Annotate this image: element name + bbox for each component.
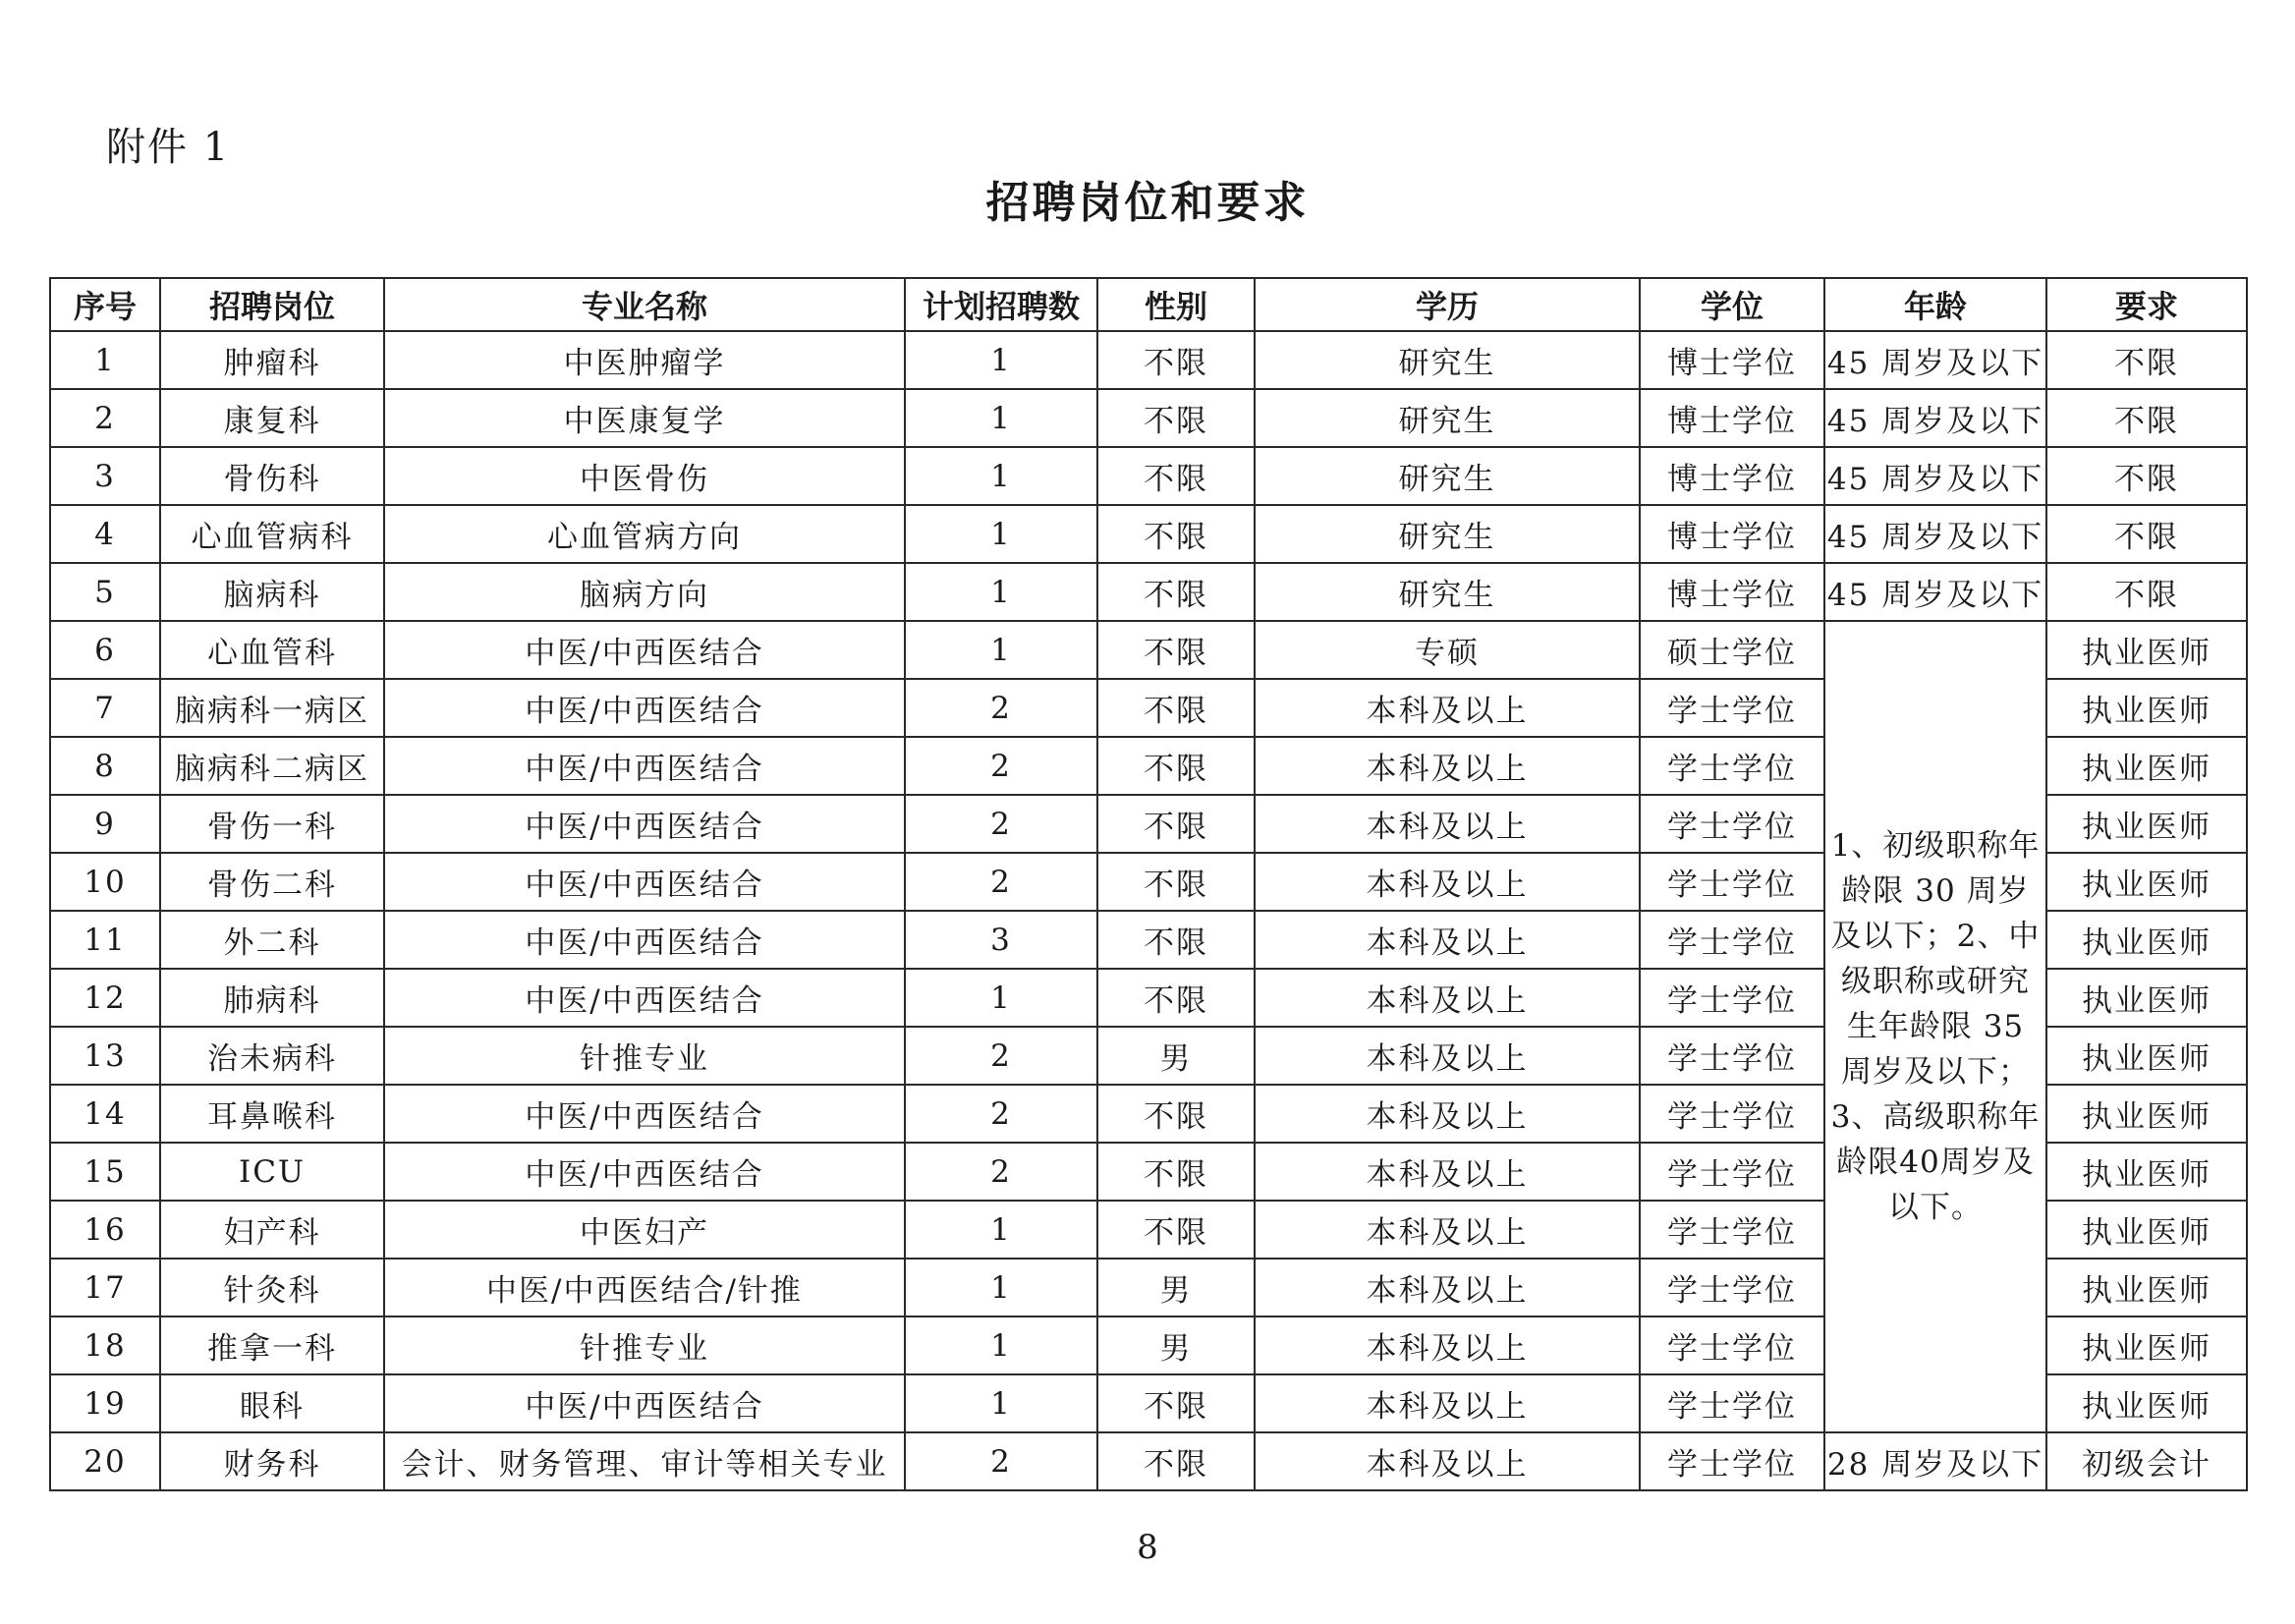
cell-no: 6 bbox=[50, 621, 160, 679]
cell-age-merged: 1、初级职称年龄限 30 周岁及以下；2、中级职称或研究生年龄限 35 周岁及以下；3、高级职称年龄限40周岁及以下。 bbox=[1824, 621, 2046, 1432]
table-row bbox=[50, 331, 2247, 389]
cell-gender: 不限 bbox=[1097, 1143, 1255, 1201]
cell-major: 中医康复学 bbox=[384, 389, 905, 447]
cell-count: 2 bbox=[905, 1027, 1097, 1085]
cell-education: 本科及以上 bbox=[1255, 1085, 1640, 1143]
cell-gender: 不限 bbox=[1097, 911, 1255, 969]
cell-post: ICU bbox=[160, 1143, 384, 1201]
cell-post: 骨伤二科 bbox=[160, 853, 384, 911]
cell-count: 1 bbox=[905, 389, 1097, 447]
cell-count: 1 bbox=[905, 505, 1097, 563]
cell-education: 本科及以上 bbox=[1255, 737, 1640, 795]
cell-no: 7 bbox=[50, 679, 160, 737]
header-education: 学历 bbox=[1255, 278, 1640, 331]
cell-degree: 博士学位 bbox=[1640, 331, 1824, 389]
cell-major: 针推专业 bbox=[384, 1027, 905, 1085]
cell-post: 骨伤一科 bbox=[160, 795, 384, 853]
cell-post: 眼科 bbox=[160, 1374, 384, 1432]
cell-req: 执业医师 bbox=[2046, 1143, 2247, 1201]
cell-major: 中医/中西医结合 bbox=[384, 911, 905, 969]
cell-req: 不限 bbox=[2046, 331, 2247, 389]
cell-post: 治未病科 bbox=[160, 1027, 384, 1085]
cell-education: 本科及以上 bbox=[1255, 1316, 1640, 1374]
cell-age: 28 周岁及以下 bbox=[1824, 1432, 2046, 1490]
cell-no: 10 bbox=[50, 853, 160, 911]
cell-education: 本科及以上 bbox=[1255, 1432, 1640, 1490]
cell-count: 1 bbox=[905, 1201, 1097, 1259]
cell-education: 研究生 bbox=[1255, 331, 1640, 389]
cell-major: 心血管病方向 bbox=[384, 505, 905, 563]
cell-major: 脑病方向 bbox=[384, 563, 905, 621]
cell-education: 本科及以上 bbox=[1255, 1027, 1640, 1085]
cell-no: 8 bbox=[50, 737, 160, 795]
cell-education: 本科及以上 bbox=[1255, 1201, 1640, 1259]
cell-no: 20 bbox=[50, 1432, 160, 1490]
cell-post: 康复科 bbox=[160, 389, 384, 447]
cell-gender: 不限 bbox=[1097, 505, 1255, 563]
cell-no: 1 bbox=[50, 331, 160, 389]
cell-major: 中医肿瘤学 bbox=[384, 331, 905, 389]
cell-degree: 博士学位 bbox=[1640, 447, 1824, 505]
table-row bbox=[50, 447, 2247, 505]
cell-post: 肺病科 bbox=[160, 969, 384, 1027]
cell-gender: 不限 bbox=[1097, 1201, 1255, 1259]
cell-gender: 不限 bbox=[1097, 795, 1255, 853]
table-row bbox=[50, 505, 2247, 563]
cell-education: 本科及以上 bbox=[1255, 969, 1640, 1027]
cell-gender: 不限 bbox=[1097, 969, 1255, 1027]
cell-major: 中医/中西医结合 bbox=[384, 1085, 905, 1143]
cell-req: 执业医师 bbox=[2046, 969, 2247, 1027]
cell-post: 心血管科 bbox=[160, 621, 384, 679]
cell-no: 17 bbox=[50, 1259, 160, 1316]
cell-education: 研究生 bbox=[1255, 389, 1640, 447]
cell-req: 不限 bbox=[2046, 389, 2247, 447]
cell-post: 外二科 bbox=[160, 911, 384, 969]
header-gender: 性别 bbox=[1097, 278, 1255, 331]
page-title: 招聘岗位和要求 bbox=[985, 178, 1310, 228]
cell-degree: 学士学位 bbox=[1640, 1085, 1824, 1143]
cell-count: 2 bbox=[905, 1432, 1097, 1490]
cell-gender: 男 bbox=[1097, 1259, 1255, 1316]
cell-major: 会计、财务管理、审计等相关专业 bbox=[384, 1432, 905, 1490]
cell-gender: 男 bbox=[1097, 1316, 1255, 1374]
cell-gender: 不限 bbox=[1097, 563, 1255, 621]
cell-major: 中医/中西医结合/针推 bbox=[384, 1259, 905, 1316]
cell-req: 执业医师 bbox=[2046, 737, 2247, 795]
cell-degree: 学士学位 bbox=[1640, 1259, 1824, 1316]
cell-major: 针推专业 bbox=[384, 1316, 905, 1374]
cell-req: 执业医师 bbox=[2046, 1259, 2247, 1316]
cell-major: 中医/中西医结合 bbox=[384, 1374, 905, 1432]
table-row bbox=[50, 563, 2247, 621]
table-row bbox=[50, 621, 2247, 679]
cell-count: 2 bbox=[905, 853, 1097, 911]
cell-degree: 学士学位 bbox=[1640, 679, 1824, 737]
cell-count: 2 bbox=[905, 737, 1097, 795]
cell-req: 执业医师 bbox=[2046, 853, 2247, 911]
cell-degree: 学士学位 bbox=[1640, 1201, 1824, 1259]
table-row bbox=[50, 1432, 2247, 1490]
cell-count: 2 bbox=[905, 1143, 1097, 1201]
cell-degree: 学士学位 bbox=[1640, 737, 1824, 795]
cell-degree: 学士学位 bbox=[1640, 1374, 1824, 1432]
attachment-label: 附件 1 bbox=[106, 125, 231, 170]
cell-education: 本科及以上 bbox=[1255, 1143, 1640, 1201]
cell-post: 脑病科二病区 bbox=[160, 737, 384, 795]
cell-req: 执业医师 bbox=[2046, 1027, 2247, 1085]
header-age: 年龄 bbox=[1824, 278, 2046, 331]
cell-education: 本科及以上 bbox=[1255, 795, 1640, 853]
cell-education: 本科及以上 bbox=[1255, 853, 1640, 911]
header-post: 招聘岗位 bbox=[160, 278, 384, 331]
cell-gender: 不限 bbox=[1097, 331, 1255, 389]
cell-age: 45 周岁及以下 bbox=[1824, 389, 2046, 447]
cell-post: 推拿一科 bbox=[160, 1316, 384, 1374]
cell-major: 中医妇产 bbox=[384, 1201, 905, 1259]
cell-no: 3 bbox=[50, 447, 160, 505]
cell-age: 45 周岁及以下 bbox=[1824, 331, 2046, 389]
cell-count: 1 bbox=[905, 563, 1097, 621]
cell-post: 妇产科 bbox=[160, 1201, 384, 1259]
cell-education: 本科及以上 bbox=[1255, 911, 1640, 969]
cell-degree: 学士学位 bbox=[1640, 969, 1824, 1027]
cell-degree: 学士学位 bbox=[1640, 911, 1824, 969]
cell-degree: 学士学位 bbox=[1640, 1432, 1824, 1490]
cell-no: 13 bbox=[50, 1027, 160, 1085]
cell-count: 2 bbox=[905, 1085, 1097, 1143]
cell-post: 骨伤科 bbox=[160, 447, 384, 505]
cell-major: 中医/中西医结合 bbox=[384, 621, 905, 679]
cell-req: 执业医师 bbox=[2046, 795, 2247, 853]
cell-count: 1 bbox=[905, 1259, 1097, 1316]
cell-gender: 不限 bbox=[1097, 621, 1255, 679]
cell-degree: 学士学位 bbox=[1640, 795, 1824, 853]
cell-gender: 不限 bbox=[1097, 1432, 1255, 1490]
cell-no: 12 bbox=[50, 969, 160, 1027]
cell-education: 本科及以上 bbox=[1255, 679, 1640, 737]
cell-major: 中医/中西医结合 bbox=[384, 737, 905, 795]
cell-gender: 不限 bbox=[1097, 389, 1255, 447]
cell-no: 4 bbox=[50, 505, 160, 563]
cell-major: 中医/中西医结合 bbox=[384, 795, 905, 853]
cell-post: 针灸科 bbox=[160, 1259, 384, 1316]
header-count: 计划招聘数 bbox=[905, 278, 1097, 331]
cell-post: 脑病科一病区 bbox=[160, 679, 384, 737]
cell-major: 中医/中西医结合 bbox=[384, 679, 905, 737]
cell-no: 18 bbox=[50, 1316, 160, 1374]
cell-gender: 不限 bbox=[1097, 737, 1255, 795]
cell-req: 执业医师 bbox=[2046, 621, 2247, 679]
cell-no: 2 bbox=[50, 389, 160, 447]
cell-count: 1 bbox=[905, 969, 1097, 1027]
cell-no: 5 bbox=[50, 563, 160, 621]
cell-count: 2 bbox=[905, 795, 1097, 853]
cell-post: 耳鼻喉科 bbox=[160, 1085, 384, 1143]
cell-no: 11 bbox=[50, 911, 160, 969]
cell-gender: 不限 bbox=[1097, 1085, 1255, 1143]
cell-count: 1 bbox=[905, 1374, 1097, 1432]
header-degree: 学位 bbox=[1640, 278, 1824, 331]
page-number: 8 bbox=[1137, 1528, 1158, 1567]
cell-education: 研究生 bbox=[1255, 505, 1640, 563]
cell-degree: 学士学位 bbox=[1640, 1316, 1824, 1374]
cell-age: 45 周岁及以下 bbox=[1824, 563, 2046, 621]
cell-req: 执业医师 bbox=[2046, 1201, 2247, 1259]
cell-major: 中医/中西医结合 bbox=[384, 969, 905, 1027]
cell-post: 财务科 bbox=[160, 1432, 384, 1490]
cell-count: 1 bbox=[905, 621, 1097, 679]
cell-count: 2 bbox=[905, 679, 1097, 737]
cell-gender: 不限 bbox=[1097, 853, 1255, 911]
cell-no: 14 bbox=[50, 1085, 160, 1143]
cell-post: 脑病科 bbox=[160, 563, 384, 621]
cell-major: 中医/中西医结合 bbox=[384, 853, 905, 911]
cell-education: 专硕 bbox=[1255, 621, 1640, 679]
header-no: 序号 bbox=[50, 278, 160, 331]
cell-major: 中医骨伤 bbox=[384, 447, 905, 505]
table-row bbox=[50, 389, 2247, 447]
cell-education: 研究生 bbox=[1255, 447, 1640, 505]
cell-count: 1 bbox=[905, 1316, 1097, 1374]
cell-post: 心血管病科 bbox=[160, 505, 384, 563]
table-header-row bbox=[50, 278, 2247, 331]
cell-gender: 不限 bbox=[1097, 447, 1255, 505]
cell-degree: 学士学位 bbox=[1640, 853, 1824, 911]
cell-degree: 博士学位 bbox=[1640, 563, 1824, 621]
cell-count: 1 bbox=[905, 331, 1097, 389]
cell-req: 不限 bbox=[2046, 505, 2247, 563]
table-body bbox=[50, 331, 2247, 1490]
cell-gender: 男 bbox=[1097, 1027, 1255, 1085]
cell-education: 本科及以上 bbox=[1255, 1259, 1640, 1316]
cell-degree: 硕士学位 bbox=[1640, 621, 1824, 679]
cell-req: 执业医师 bbox=[2046, 1085, 2247, 1143]
cell-count: 1 bbox=[905, 447, 1097, 505]
cell-req: 初级会计 bbox=[2046, 1432, 2247, 1490]
cell-education: 本科及以上 bbox=[1255, 1374, 1640, 1432]
cell-no: 16 bbox=[50, 1201, 160, 1259]
cell-education: 研究生 bbox=[1255, 563, 1640, 621]
cell-count: 3 bbox=[905, 911, 1097, 969]
cell-gender: 不限 bbox=[1097, 679, 1255, 737]
cell-degree: 学士学位 bbox=[1640, 1143, 1824, 1201]
cell-req: 不限 bbox=[2046, 447, 2247, 505]
cell-age: 45 周岁及以下 bbox=[1824, 447, 2046, 505]
cell-post: 肿瘤科 bbox=[160, 331, 384, 389]
cell-degree: 博士学位 bbox=[1640, 389, 1824, 447]
cell-degree: 博士学位 bbox=[1640, 505, 1824, 563]
cell-no: 19 bbox=[50, 1374, 160, 1432]
cell-major: 中医/中西医结合 bbox=[384, 1143, 905, 1201]
recruitment-table bbox=[49, 277, 2248, 1491]
cell-degree: 学士学位 bbox=[1640, 1027, 1824, 1085]
cell-age: 45 周岁及以下 bbox=[1824, 505, 2046, 563]
cell-req: 执业医师 bbox=[2046, 1374, 2247, 1432]
cell-req: 不限 bbox=[2046, 563, 2247, 621]
cell-req: 执业医师 bbox=[2046, 679, 2247, 737]
cell-req: 执业医师 bbox=[2046, 911, 2247, 969]
cell-gender: 不限 bbox=[1097, 1374, 1255, 1432]
cell-req: 执业医师 bbox=[2046, 1316, 2247, 1374]
header-major: 专业名称 bbox=[384, 278, 905, 331]
cell-no: 9 bbox=[50, 795, 160, 853]
header-requirement: 要求 bbox=[2046, 278, 2247, 331]
cell-no: 15 bbox=[50, 1143, 160, 1201]
